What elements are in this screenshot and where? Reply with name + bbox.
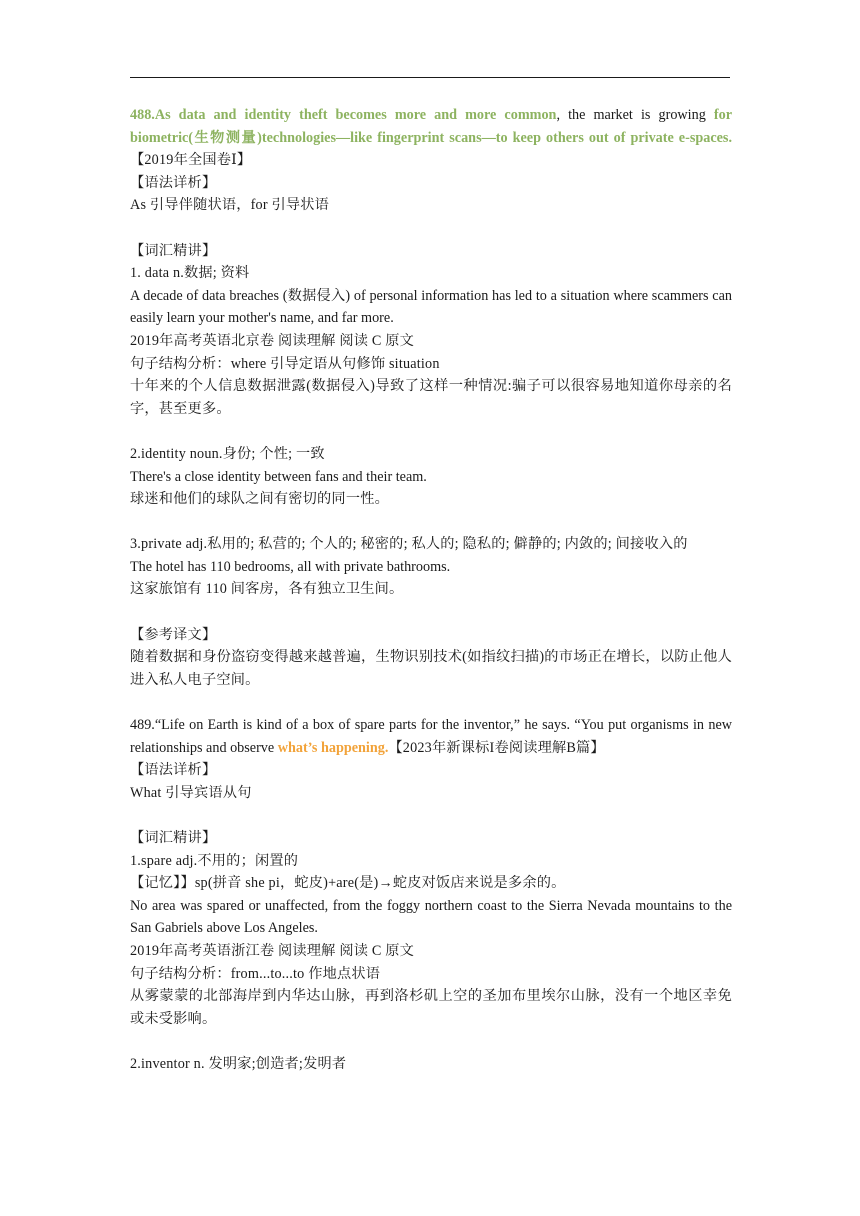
vocab-heading: 【词汇精讲】 — [130, 242, 217, 259]
source-label: 【2023年新课标I卷阅读理解B篇】 — [388, 739, 605, 756]
vocab-heading: 【词汇精讲】 — [130, 830, 217, 846]
entry-488-sentence — [130, 104, 732, 172]
vocab-example: No area was spared or unaffected, from the foggy northern coast to the Sierra Nevada mountains to the San Gabriels above Los Angeles. — [130, 897, 732, 937]
vocab-headword: 1.spare adj.不用的；闲置的 — [130, 852, 299, 869]
vocab-source: 2019年高考英语浙江卷 阅读理解 阅读 C 原文 — [130, 942, 415, 959]
highlight-clause: for biometric(生物测量)technologies—like fingerprint scans—to keep others out of private e-spaces. — [130, 107, 732, 146]
highlight-clause: 488.As data and identity theft becomes more and more common — [130, 107, 557, 123]
vocab-source: 2019年高考英语北京卷 阅读理解 阅读 C 原文 — [130, 332, 415, 349]
header-rule — [130, 77, 730, 78]
vocab-headword: 2.identity noun.身份; 个性; 一致 — [130, 445, 325, 462]
translation-heading: 【参考译文】 — [130, 626, 217, 643]
vocab-translation: 球迷和他们的球队之间有密切的同一性。 — [130, 491, 389, 508]
highlight-clause: what’s happening. — [277, 739, 389, 756]
vocab-example: There's a close identity between fans and their team. — [130, 468, 427, 485]
grammar-text: What 引导宾语从句 — [130, 784, 252, 801]
vocab-headword: 1. data n.数据; 资料 — [130, 265, 250, 282]
sentence-text: 489.“Life on Earth is kind of a box of spare parts for the inventor,” he says. “You put organisms in new relationships and observe — [130, 717, 732, 756]
memory-tip: 【记忆】】sp(拼音 she pi，蛇皮)+are(是)→蛇皮对饭店来说是多余的。 — [130, 875, 566, 892]
vocab-structure: 句子结构分析：from...to...to 作地点状语 — [130, 965, 381, 982]
vocab-headword: 3.private adj.私用的; 私营的; 个人的; 秘密的; 私人的; 隐私的; 僻静的; 内敛的; 间接收入的 — [130, 536, 688, 553]
entry-489-sentence — [130, 714, 732, 759]
vocab-headword: 2.inventor n. 发明家;创造者;发明者 — [130, 1055, 347, 1072]
vocab-translation: 这家旅馆有 110 间客房，各有独立卫生间。 — [130, 581, 404, 598]
grammar-text: As 引导伴随状语，for 引导状语 — [130, 197, 330, 214]
grammar-heading: 【语法详析】 — [130, 174, 217, 191]
vocab-translation: 从雾蒙蒙的北部海岸到内华达山脉，再到洛杉矶上空的圣加布里埃尔山脉，没有一个地区幸免或未受影响。 — [130, 988, 732, 1027]
vocab-translation: 十年来的个人信息数据泄露(数据侵入)导致了这样一种情况:骗子可以很容易地知道你母亲的名字，甚至更多。 — [130, 378, 732, 417]
source-label: 【2019年全国卷Ⅰ】 — [130, 152, 252, 169]
vocab-structure: 句子结构分析：where 引导定语从句修饰 situation — [130, 355, 440, 372]
translation-text: 随着数据和身份盗窃变得越来越普遍，生物识别技术(如指纹扫描)的市场正在增长，以防止他人进入私人电子空间。 — [130, 649, 732, 688]
document-body — [130, 104, 732, 1076]
grammar-heading: 【语法详析】 — [130, 762, 217, 779]
vocab-example: A decade of data breaches (数据侵入) of personal information has led to a situation where scammers can easily learn your mother's name, and far more. — [130, 287, 732, 327]
vocab-example: The hotel has 110 bedrooms, all with private bathrooms. — [130, 558, 451, 575]
sentence-text: , the market is growing — [556, 107, 714, 123]
